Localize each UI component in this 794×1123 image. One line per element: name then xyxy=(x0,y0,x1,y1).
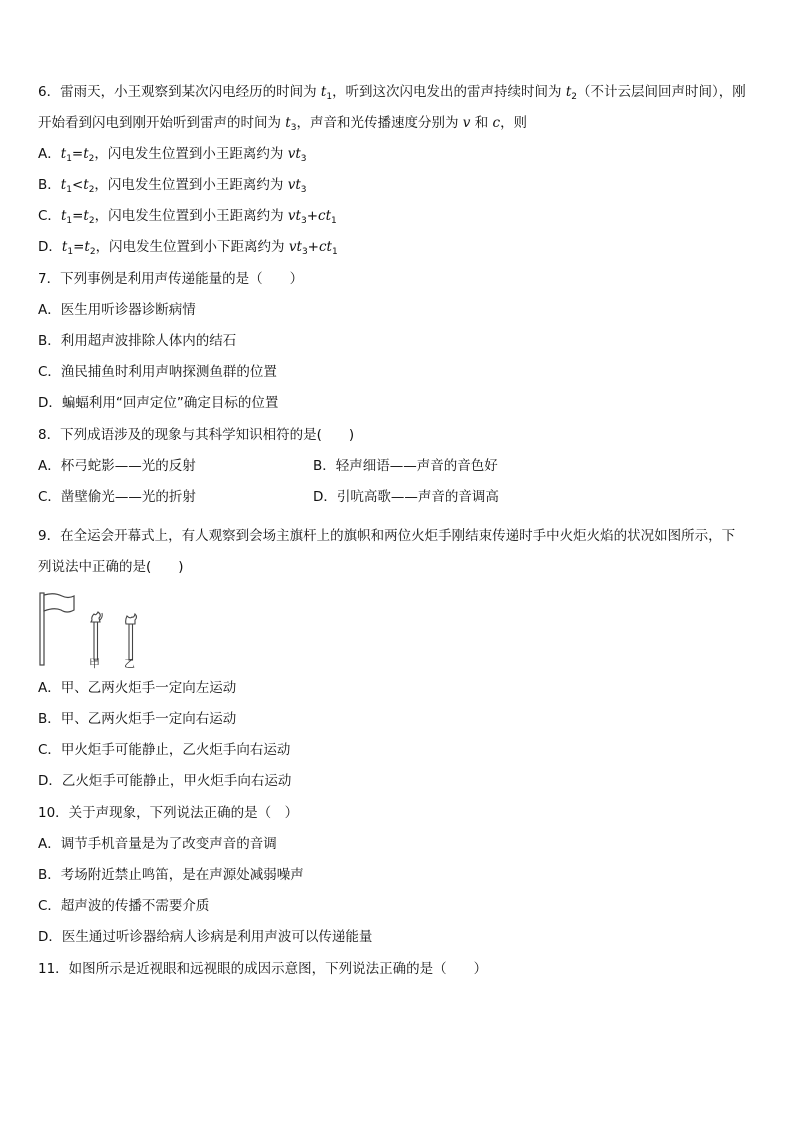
q11-stem: 11．如图所示是近视眼和远视眼的成因示意图，下列说法正确的是（ ） xyxy=(38,961,488,977)
q7-option-a: A．医生用听诊器诊断病情 xyxy=(38,302,196,318)
q9-option-d: D．乙火炬手可能静止，甲火炬手向右运动 xyxy=(38,773,292,789)
q7-stem: 7．下列事例是利用声传递能量的是（ ） xyxy=(38,271,304,287)
q6-option-b: B．$t_1<t_2$，闪电发生位置到小王距离约为 $vt_3$ xyxy=(38,177,307,195)
label-jia: 甲 xyxy=(89,657,100,670)
flagpole-with-flag xyxy=(40,593,74,665)
flag-torch-figure xyxy=(36,590,146,670)
q6-stem-line2: 开始看到闪电到刚开始听到雷声的时间为 $t_3$，声音和光传播速度分别为 v 和 c，则 xyxy=(38,115,528,133)
q9-option-a: A．甲、乙两火炬手一定向左运动 xyxy=(38,680,237,696)
q6-option-a: A．$t_1=t_2$，闪电发生位置到小王距离约为 $vt_3$ xyxy=(38,146,307,164)
q10-option-c: C．超声波的传播不需要介质 xyxy=(38,898,210,914)
q8-option-d: D．引吭高歌——声音的音调高 xyxy=(313,489,499,505)
q9-stem-line1: 9．在全运会开幕式上，有人观察到会场主旗杆上的旗帜和两位火炬手刚结束传递时手中火炬火焰的状况如图所示，下 xyxy=(38,528,736,544)
q7-option-b: B．利用超声波排除人体内的结石 xyxy=(38,333,237,349)
q10-option-b: B．考场附近禁止鸣笛，是在声源处减弱噪声 xyxy=(38,867,304,883)
q9-option-b: B．甲、乙两火炬手一定向右运动 xyxy=(38,711,237,727)
q8-option-c: C．凿壁偷光——光的折射 xyxy=(38,489,196,505)
q7-option-c: C．渔民捕鱼时利用声呐探测鱼群的位置 xyxy=(38,364,277,380)
q9-option-c: C．甲火炬手可能静止，乙火炬手向右运动 xyxy=(38,742,291,758)
q7-option-d: D．蝙蝠利用“回声定位”确定目标的位置 xyxy=(38,395,279,411)
torch-yi xyxy=(126,614,137,660)
q9-stem-line2: 列说法中正确的是( ) xyxy=(38,559,184,575)
q8-option-a: A．杯弓蛇影——光的反射 xyxy=(38,458,196,474)
q8-stem: 8．下列成语涉及的现象与其科学知识相符的是( ) xyxy=(38,427,355,443)
torch-jia xyxy=(91,612,102,660)
q10-option-d: D．医生通过听诊器给病人诊病是利用声波可以传递能量 xyxy=(38,929,373,945)
q6-option-c: C．$t_1=t_2$，闪电发生位置到小王距离约为 $vt_3+ct_1$ xyxy=(38,208,337,226)
q8-option-b: B．轻声细语——声音的音色好 xyxy=(313,458,498,474)
q6-stem-line1: 6．雷雨天，小王观察到某次闪电经历的时间为 $t_1$，听到这次闪电发出的雷声持续时间为 $t_2$（不计云层间回声时间），刚 xyxy=(38,84,746,102)
label-yi: 乙 xyxy=(124,657,135,670)
q10-option-a: A．调节手机音量是为了改变声音的音调 xyxy=(38,836,277,852)
q10-stem: 10．关于声现象，下列说法正确的是（ ） xyxy=(38,805,299,821)
q6-option-d: D．$t_1=t_2$，闪电发生位置到小下距离约为 $vt_3+ct_1$ xyxy=(38,239,338,257)
